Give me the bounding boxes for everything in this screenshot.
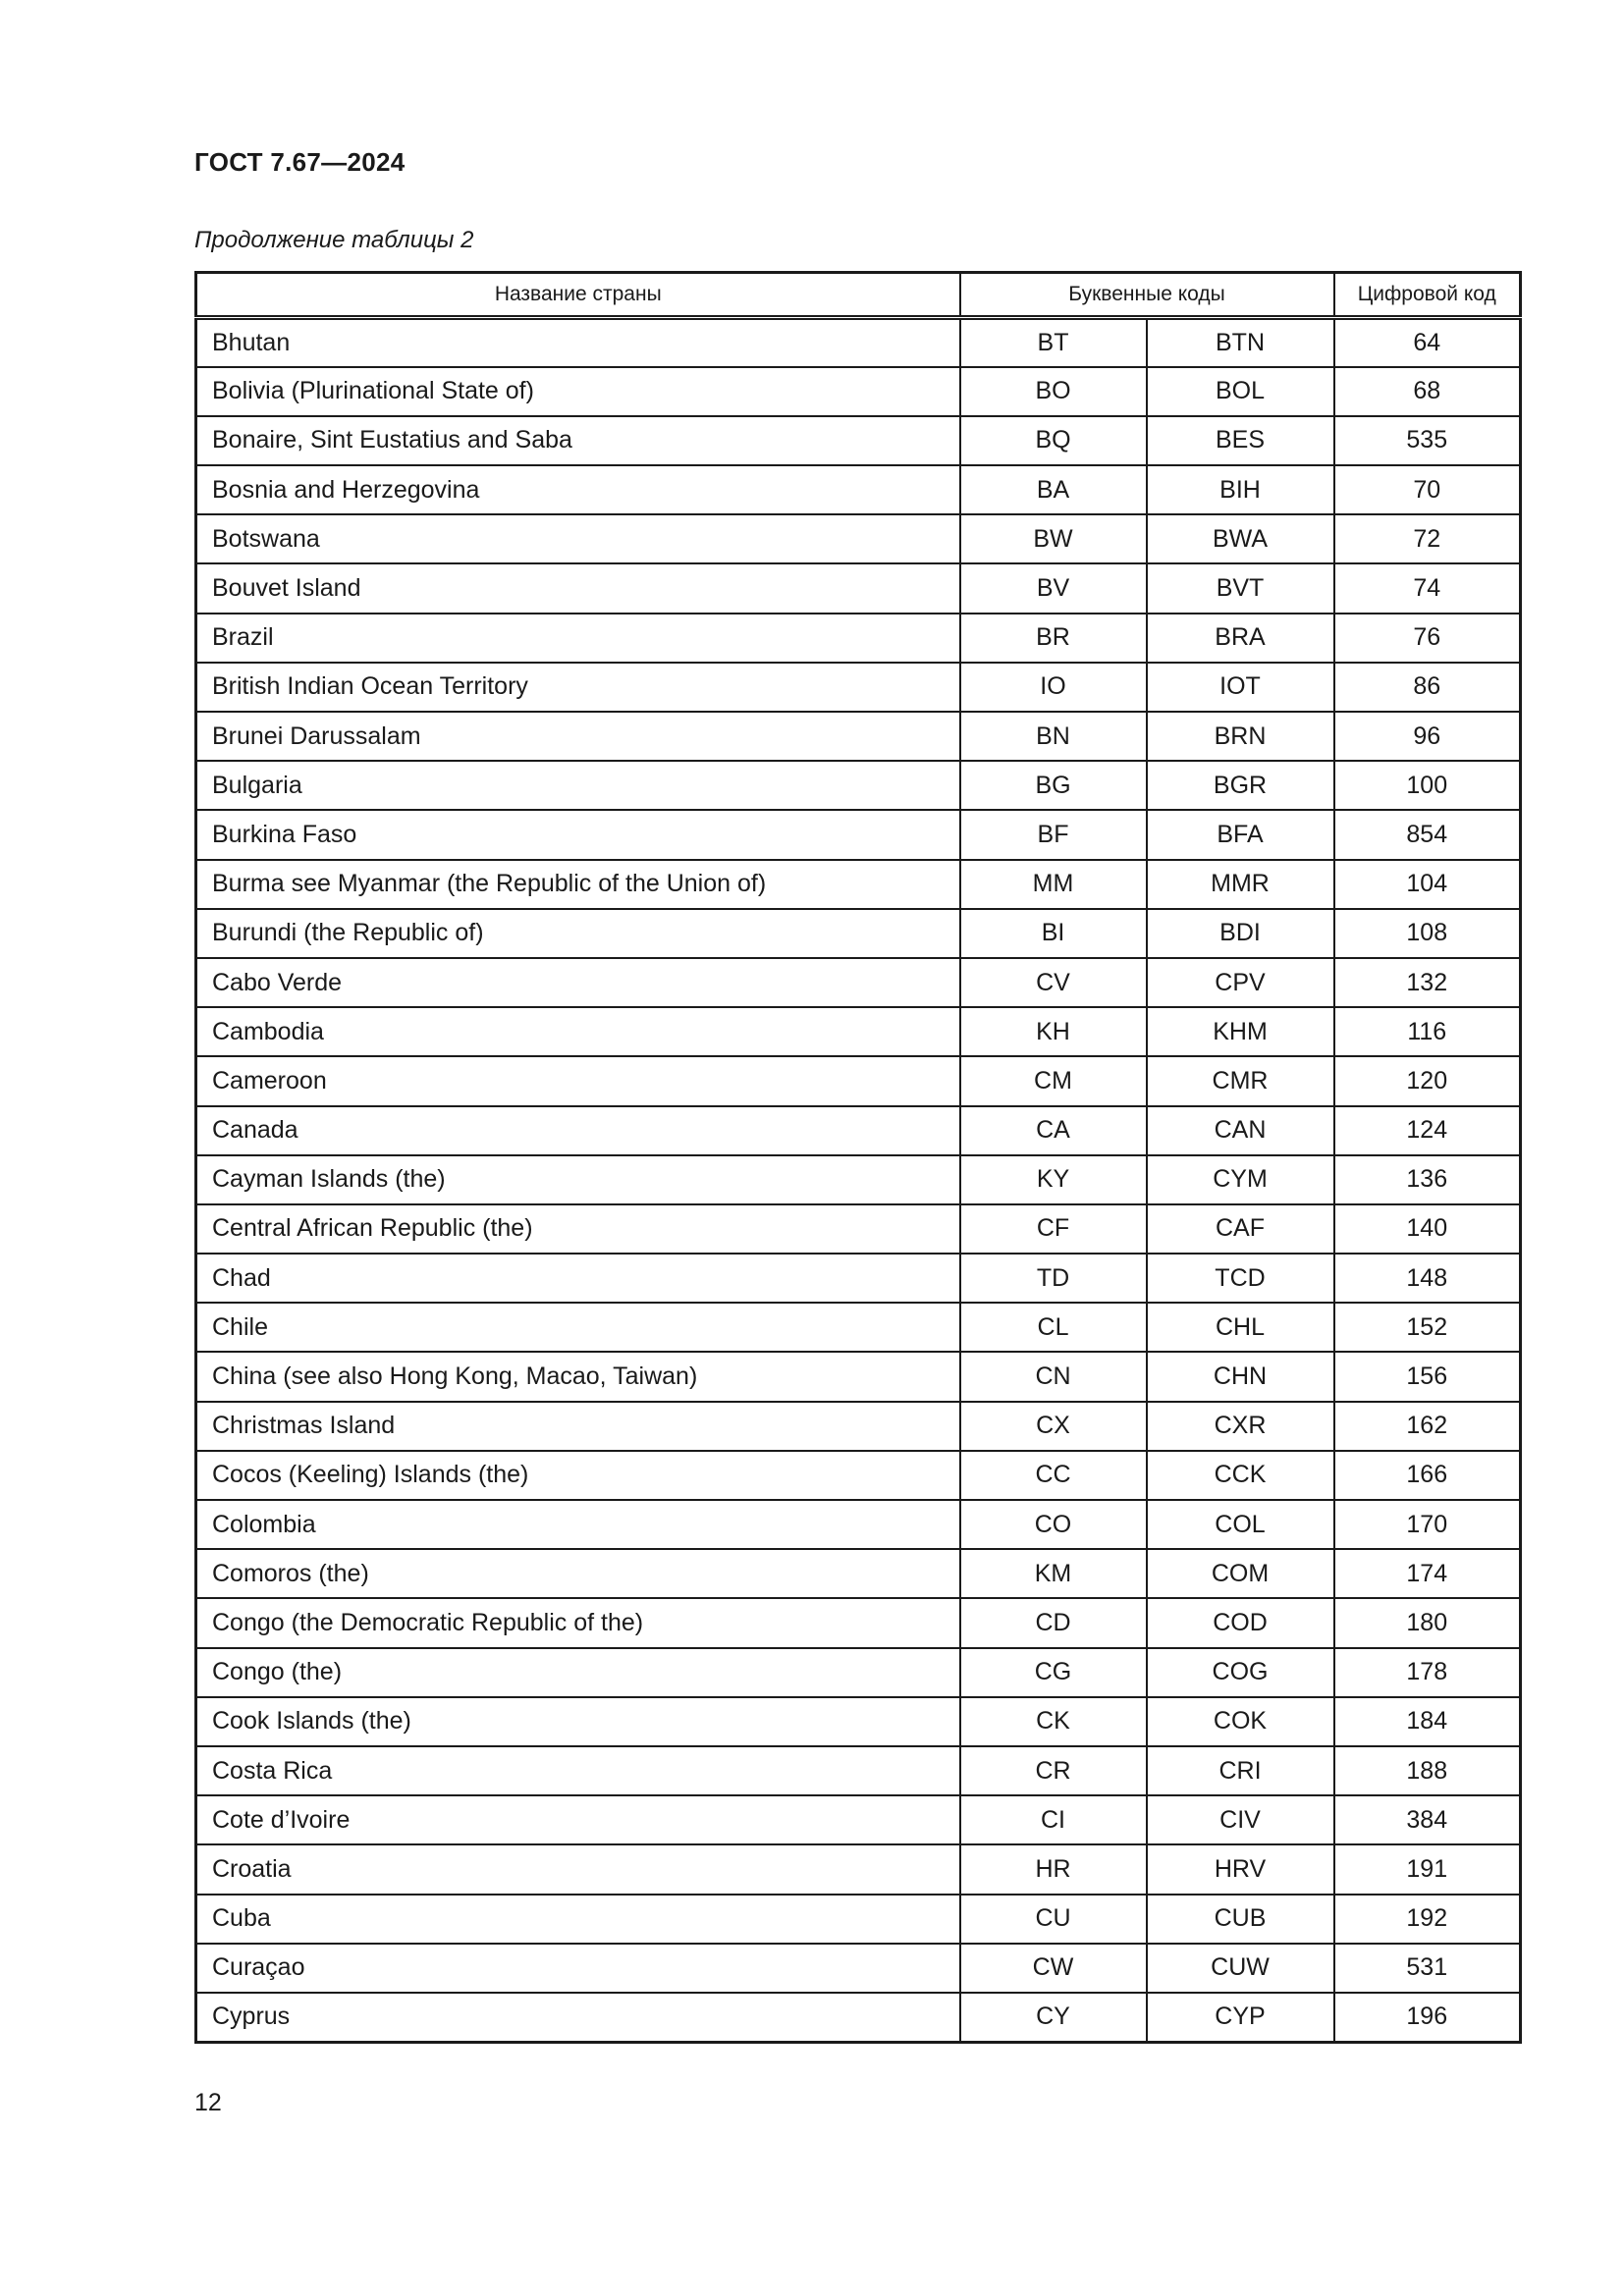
table-row [196, 663, 1521, 712]
country-name-cell: Bouvet Island [196, 563, 960, 613]
table-row [196, 465, 1521, 514]
table-row [196, 1402, 1521, 1451]
alpha2-code-cell: BT [960, 318, 1147, 367]
page-number: 12 [194, 2089, 222, 2116]
numeric-code-cell: 196 [1334, 1993, 1521, 2042]
numeric-code-cell: 162 [1334, 1402, 1521, 1451]
table-caption: Продолжение таблицы 2 [194, 227, 474, 253]
alpha3-code-cell: BFA [1147, 810, 1334, 859]
alpha2-code-cell: CA [960, 1106, 1147, 1155]
table-row [196, 1254, 1521, 1303]
alpha2-code-cell: BN [960, 712, 1147, 761]
country-name-cell: Congo (the) [196, 1648, 960, 1697]
country-name-cell: Curaçao [196, 1944, 960, 1993]
numeric-code-cell: 68 [1334, 367, 1521, 416]
alpha2-code-cell: CD [960, 1598, 1147, 1647]
numeric-code-cell: 74 [1334, 563, 1521, 613]
country-name-cell: Croatia [196, 1844, 960, 1894]
alpha3-code-cell: CAN [1147, 1106, 1334, 1155]
alpha2-code-cell: HR [960, 1844, 1147, 1894]
alpha2-code-cell: CW [960, 1944, 1147, 1993]
numeric-code-cell: 184 [1334, 1697, 1521, 1746]
table-row [196, 1944, 1521, 1993]
alpha2-code-cell: CU [960, 1895, 1147, 1944]
table-row [196, 1056, 1521, 1105]
numeric-code-cell: 166 [1334, 1451, 1521, 1500]
country-name-cell: Central African Republic (the) [196, 1204, 960, 1254]
country-name-cell: Cote d’Ivoire [196, 1795, 960, 1844]
table-row [196, 1844, 1521, 1894]
numeric-code-cell: 120 [1334, 1056, 1521, 1105]
country-name-cell: Bolivia (Plurinational State of) [196, 367, 960, 416]
alpha3-code-cell: CXR [1147, 1402, 1334, 1451]
alpha3-code-cell: BGR [1147, 761, 1334, 810]
numeric-code-cell: 108 [1334, 909, 1521, 958]
country-name-cell: Cameroon [196, 1056, 960, 1105]
table-row [196, 1155, 1521, 1204]
numeric-code-cell: 384 [1334, 1795, 1521, 1844]
alpha2-code-cell: CO [960, 1500, 1147, 1549]
alpha3-code-cell: TCD [1147, 1254, 1334, 1303]
table-row [196, 1648, 1521, 1697]
table-row [196, 1697, 1521, 1746]
alpha2-code-cell: BO [960, 367, 1147, 416]
numeric-code-cell: 535 [1334, 416, 1521, 465]
alpha2-code-cell: IO [960, 663, 1147, 712]
alpha3-code-cell: CMR [1147, 1056, 1334, 1105]
table-row [196, 318, 1521, 367]
table-row [196, 1746, 1521, 1795]
table-row [196, 1598, 1521, 1647]
numeric-code-cell: 170 [1334, 1500, 1521, 1549]
numeric-code-cell: 136 [1334, 1155, 1521, 1204]
alpha3-code-cell: BTN [1147, 318, 1334, 367]
table-row [196, 1204, 1521, 1254]
table-row [196, 1795, 1521, 1844]
numeric-code-cell: 156 [1334, 1352, 1521, 1401]
table-row [196, 1993, 1521, 2042]
document-code: ГОСТ 7.67—2024 [194, 147, 406, 177]
numeric-code-cell: 86 [1334, 663, 1521, 712]
numeric-code-cell: 70 [1334, 465, 1521, 514]
alpha2-code-cell: BR [960, 614, 1147, 663]
country-name-cell: Canada [196, 1106, 960, 1155]
alpha2-code-cell: CL [960, 1303, 1147, 1352]
alpha2-code-cell: CV [960, 958, 1147, 1007]
alpha3-code-cell: BWA [1147, 514, 1334, 563]
alpha3-code-cell: CIV [1147, 1795, 1334, 1844]
numeric-code-cell: 191 [1334, 1844, 1521, 1894]
numeric-code-cell: 72 [1334, 514, 1521, 563]
numeric-code-cell: 64 [1334, 318, 1521, 367]
alpha3-code-cell: CUB [1147, 1895, 1334, 1944]
table-row [196, 416, 1521, 465]
numeric-code-cell: 140 [1334, 1204, 1521, 1254]
alpha3-code-cell: CRI [1147, 1746, 1334, 1795]
table-header-row [196, 273, 1521, 318]
alpha2-code-cell: MM [960, 860, 1147, 909]
numeric-code-cell: 192 [1334, 1895, 1521, 1944]
alpha3-code-cell: BRN [1147, 712, 1334, 761]
alpha2-code-cell: CY [960, 1993, 1147, 2042]
alpha2-code-cell: BG [960, 761, 1147, 810]
country-name-cell: Cook Islands (the) [196, 1697, 960, 1746]
numeric-code-cell: 116 [1334, 1007, 1521, 1056]
country-name-cell: Bosnia and Herzegovina [196, 465, 960, 514]
country-name-cell: China (see also Hong Kong, Macao, Taiwan) [196, 1352, 960, 1401]
numeric-code-cell: 104 [1334, 860, 1521, 909]
country-name-cell: Brazil [196, 614, 960, 663]
alpha2-code-cell: BA [960, 465, 1147, 514]
alpha2-code-cell: CI [960, 1795, 1147, 1844]
country-name-cell: Botswana [196, 514, 960, 563]
alpha2-code-cell: CG [960, 1648, 1147, 1697]
numeric-code-cell: 180 [1334, 1598, 1521, 1647]
table-row [196, 367, 1521, 416]
country-name-cell: Cambodia [196, 1007, 960, 1056]
table-row [196, 1895, 1521, 1944]
table-row [196, 1352, 1521, 1401]
table-row [196, 1500, 1521, 1549]
numeric-code-cell: 188 [1334, 1746, 1521, 1795]
alpha3-code-cell: CHL [1147, 1303, 1334, 1352]
alpha3-code-cell: BOL [1147, 367, 1334, 416]
alpha3-code-cell: KHM [1147, 1007, 1334, 1056]
alpha3-code-cell: CAF [1147, 1204, 1334, 1254]
alpha2-code-cell: CN [960, 1352, 1147, 1401]
table-row [196, 860, 1521, 909]
alpha3-code-cell: HRV [1147, 1844, 1334, 1894]
table-row [196, 1106, 1521, 1155]
country-name-cell: Bulgaria [196, 761, 960, 810]
country-name-cell: Christmas Island [196, 1402, 960, 1451]
alpha3-code-cell: CHN [1147, 1352, 1334, 1401]
numeric-code-cell: 174 [1334, 1549, 1521, 1598]
alpha2-code-cell: BV [960, 563, 1147, 613]
alpha2-code-cell: CR [960, 1746, 1147, 1795]
table-row [196, 563, 1521, 613]
country-name-cell: Bonaire, Sint Eustatius and Saba [196, 416, 960, 465]
table-row [196, 1451, 1521, 1500]
numeric-code-cell: 132 [1334, 958, 1521, 1007]
table-row [196, 958, 1521, 1007]
numeric-code-cell: 152 [1334, 1303, 1521, 1352]
country-name-cell: Chad [196, 1254, 960, 1303]
table-row [196, 1007, 1521, 1056]
alpha2-code-cell: KH [960, 1007, 1147, 1056]
alpha3-code-cell: BVT [1147, 563, 1334, 613]
country-name-cell: Comoros (the) [196, 1549, 960, 1598]
alpha3-code-cell: MMR [1147, 860, 1334, 909]
country-name-cell: Burkina Faso [196, 810, 960, 859]
country-name-cell: British Indian Ocean Territory [196, 663, 960, 712]
alpha3-code-cell: IOT [1147, 663, 1334, 712]
country-name-cell: Burundi (the Republic of) [196, 909, 960, 958]
alpha2-code-cell: BQ [960, 416, 1147, 465]
table-row [196, 1549, 1521, 1598]
column-header-digital-code: Цифровой код [1334, 273, 1521, 318]
alpha2-code-cell: CF [960, 1204, 1147, 1254]
column-header-country-name: Название страны [196, 273, 960, 318]
country-name-cell: Bhutan [196, 318, 960, 367]
alpha2-code-cell: BW [960, 514, 1147, 563]
country-name-cell: Brunei Darussalam [196, 712, 960, 761]
alpha2-code-cell: CK [960, 1697, 1147, 1746]
country-name-cell: Cabo Verde [196, 958, 960, 1007]
column-header-letter-codes: Буквенные коды [960, 273, 1334, 318]
alpha2-code-cell: CX [960, 1402, 1147, 1451]
table-row [196, 614, 1521, 663]
table-row [196, 810, 1521, 859]
alpha3-code-cell: CPV [1147, 958, 1334, 1007]
alpha3-code-cell: BIH [1147, 465, 1334, 514]
table-row [196, 514, 1521, 563]
country-name-cell: Chile [196, 1303, 960, 1352]
alpha2-code-cell: CC [960, 1451, 1147, 1500]
alpha3-code-cell: CYM [1147, 1155, 1334, 1204]
numeric-code-cell: 124 [1334, 1106, 1521, 1155]
country-name-cell: Burma see Myanmar (the Republic of the Union of) [196, 860, 960, 909]
numeric-code-cell: 100 [1334, 761, 1521, 810]
country-codes-table [194, 271, 1522, 2044]
alpha3-code-cell: BRA [1147, 614, 1334, 663]
country-name-cell: Cocos (Keeling) Islands (the) [196, 1451, 960, 1500]
table-row [196, 1303, 1521, 1352]
alpha2-code-cell: CM [960, 1056, 1147, 1105]
alpha3-code-cell: BES [1147, 416, 1334, 465]
alpha3-code-cell: CCK [1147, 1451, 1334, 1500]
numeric-code-cell: 148 [1334, 1254, 1521, 1303]
alpha3-code-cell: COG [1147, 1648, 1334, 1697]
table-row [196, 761, 1521, 810]
numeric-code-cell: 854 [1334, 810, 1521, 859]
alpha2-code-cell: TD [960, 1254, 1147, 1303]
numeric-code-cell: 96 [1334, 712, 1521, 761]
numeric-code-cell: 178 [1334, 1648, 1521, 1697]
country-name-cell: Costa Rica [196, 1746, 960, 1795]
table-row [196, 712, 1521, 761]
alpha2-code-cell: BI [960, 909, 1147, 958]
alpha3-code-cell: CUW [1147, 1944, 1334, 1993]
country-name-cell: Congo (the Democratic Republic of the) [196, 1598, 960, 1647]
numeric-code-cell: 76 [1334, 614, 1521, 663]
country-name-cell: Colombia [196, 1500, 960, 1549]
table-row [196, 909, 1521, 958]
alpha3-code-cell: COD [1147, 1598, 1334, 1647]
alpha3-code-cell: COM [1147, 1549, 1334, 1598]
numeric-code-cell: 531 [1334, 1944, 1521, 1993]
alpha2-code-cell: BF [960, 810, 1147, 859]
alpha2-code-cell: KY [960, 1155, 1147, 1204]
country-name-cell: Cyprus [196, 1993, 960, 2042]
alpha3-code-cell: COK [1147, 1697, 1334, 1746]
country-name-cell: Cayman Islands (the) [196, 1155, 960, 1204]
table-body [196, 318, 1521, 2043]
alpha3-code-cell: BDI [1147, 909, 1334, 958]
alpha3-code-cell: COL [1147, 1500, 1334, 1549]
alpha2-code-cell: KM [960, 1549, 1147, 1598]
country-name-cell: Cuba [196, 1895, 960, 1944]
alpha3-code-cell: CYP [1147, 1993, 1334, 2042]
